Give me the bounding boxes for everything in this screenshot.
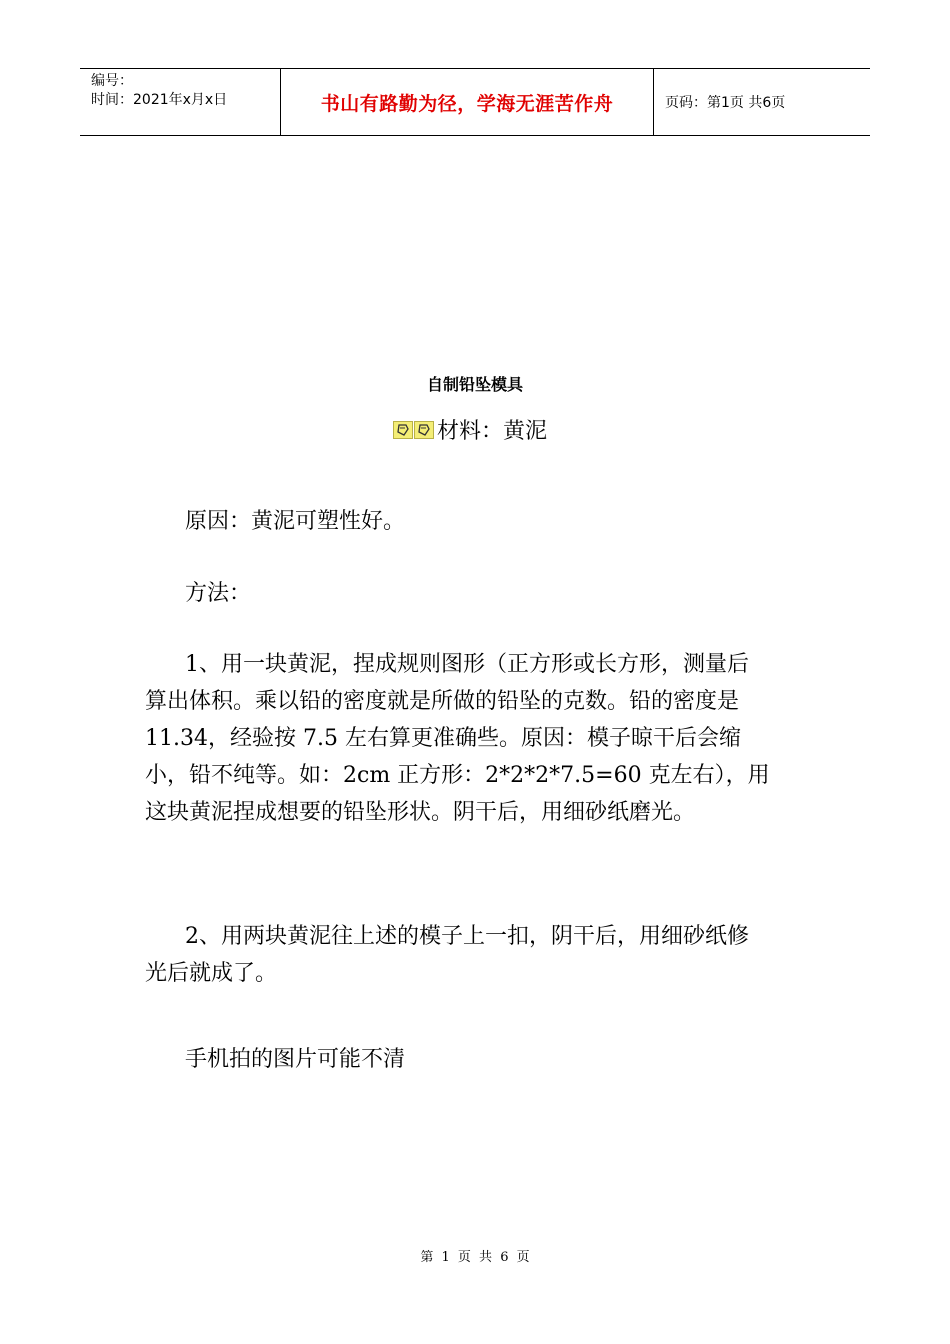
step2-paragraph (145, 918, 825, 992)
note-paragraph (145, 1041, 825, 1078)
reason-paragraph (145, 503, 825, 540)
reason-text: 原因：黄泥可塑性好。 (185, 509, 406, 534)
method-label: 方法： (185, 581, 252, 606)
page-footer: 第 1 页 共 6 页 (420, 1250, 530, 1265)
subtitle-text: 材料：黄泥 (437, 419, 548, 444)
header-page-info: 页码：第1页 共6页 (665, 95, 786, 111)
step2-line: 光后就成了。 (145, 961, 278, 986)
header-meta (80, 69, 281, 135)
image-placeholder-icon (414, 421, 434, 439)
step1-line: 小，铅不纯等。如：2cm 正方形：2*2*2*7.5=60 克左右），用 (145, 763, 770, 788)
step2-line: 2、用两块黄泥往上述的模子上一扣，阴干后，用细砂纸修 (185, 924, 749, 949)
document-title: 自制铅坠模具 (426, 375, 523, 394)
step1-line: 11.34，经验按 7.5 左右算更准确些。原因：模子晾干后会缩 (145, 726, 741, 751)
step1-line: 这块黄泥捏成想要的铅坠形状。阴干后，用细砂纸磨光。 (145, 800, 696, 825)
header-motto: 书山有路勤为径，学海无涯苦作舟 (281, 69, 654, 135)
document-subtitle-line (393, 414, 547, 445)
image-placeholder-group (393, 421, 435, 439)
image-placeholder-icon (393, 421, 413, 439)
header-table (80, 68, 870, 136)
step1-paragraph (145, 646, 825, 831)
note-text: 手机拍的图片可能不清 (185, 1047, 406, 1072)
header-number: 编号： (91, 73, 133, 89)
header-time: 时间：2021年x月x日 (91, 92, 228, 108)
step1-line: 1、用一块黄泥，捏成规则图形（正方形或长方形，测量后 (185, 652, 749, 677)
method-heading (145, 575, 825, 612)
step1-line: 算出体积。乘以铅的密度就是所做的铅坠的克数。铅的密度是 (145, 689, 740, 714)
